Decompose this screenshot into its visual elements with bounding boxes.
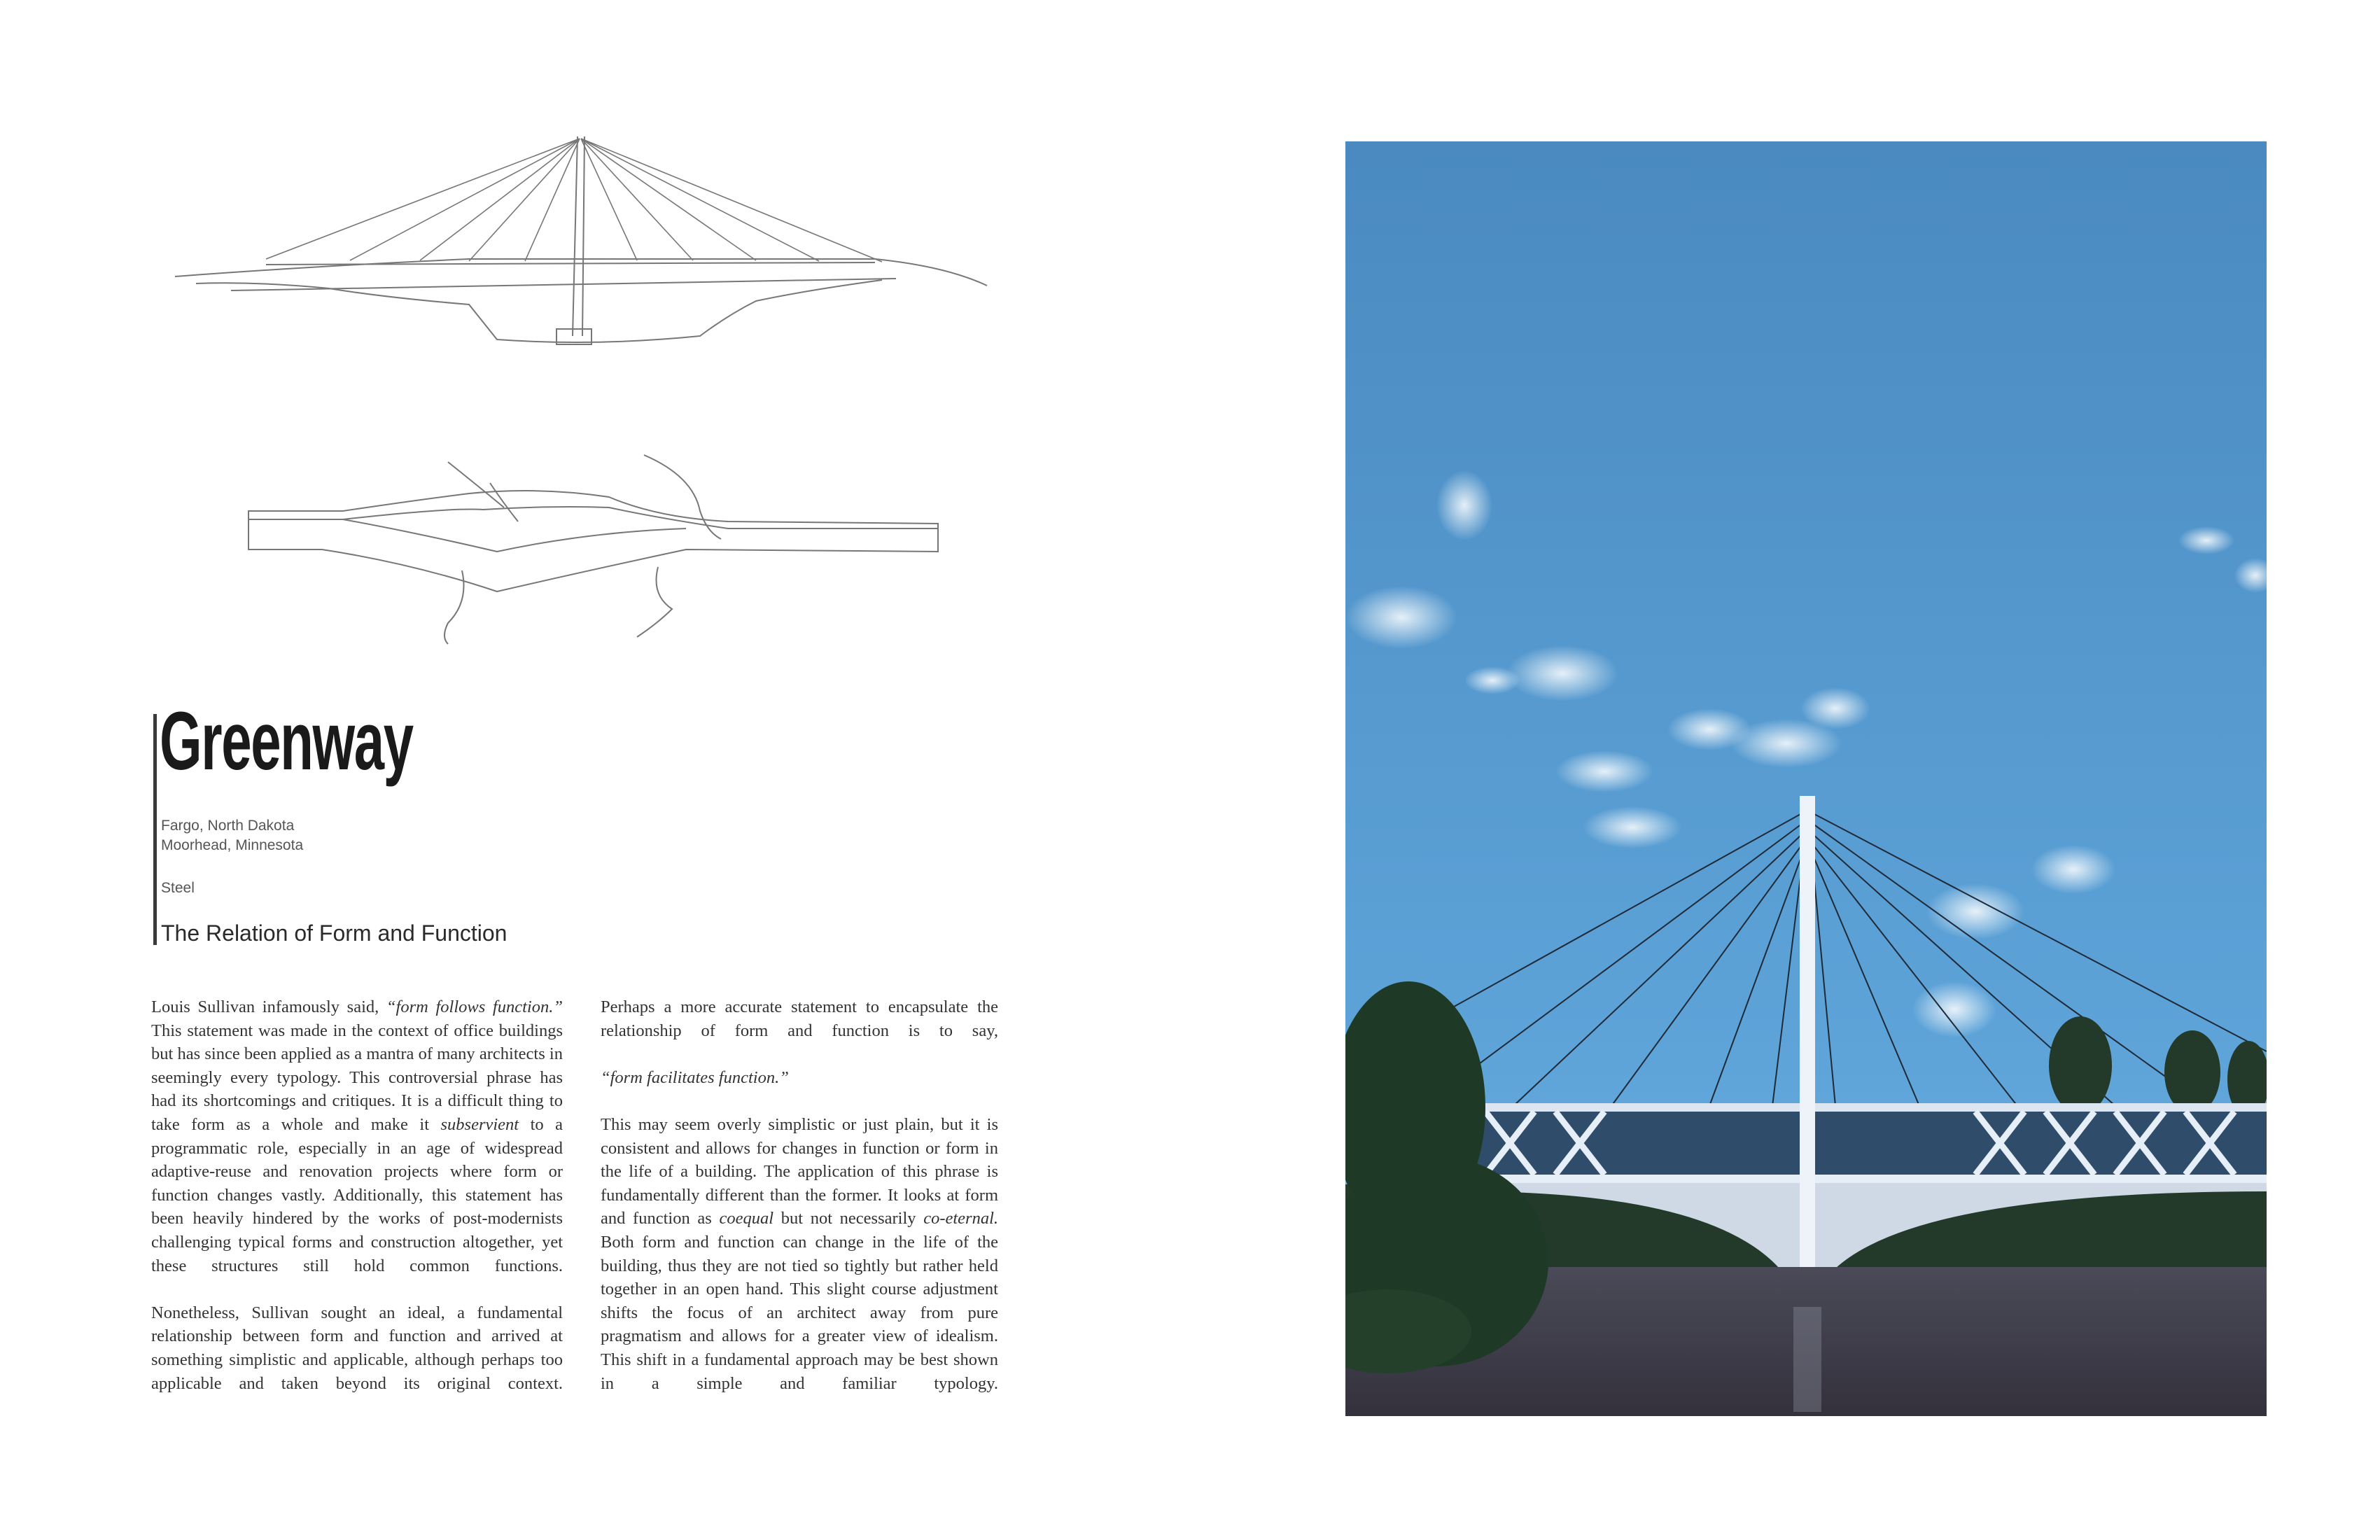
text: but not necessarily [774,1209,924,1228]
bridge-elevation-sketch [175,133,1008,357]
quote: “form facilitates function.” [601,1068,789,1087]
text: Louis Sullivan infamously said, [151,997,386,1016]
text: to a programmatic role, especially in an age of widespread adaptive-reuse and renovation projects where form or function changes vastly. Additionally, this statement has been heavily hindered by the works of post-modernists challenging typical forms and construction altogether, yet these structures still hold common functions. [151,1114,563,1275]
emphasis: co-eternal. [923,1209,999,1228]
text: This may seem overly simplistic or just plain, but it is consistent and allows for changes in function or form in the life of a building. The application of this phrase is fundamentally different than the former. It looks at form and function as [601,1114,998,1228]
paragraph: Nonetheless, Sullivan sought an ideal, a fundamental relationship between form and function and arrived at something simplistic and applicable, although perhaps too applicable and taken beyond its original context. [151,1303,563,1393]
text: Both form and function can change in the life of the building, thus they are not tied so tightly but rather held together in an open hand. This slight course adjustment shifts the focus of an architect away from pure pragmatism and allows for a greater view of idealism. This shift in a fundamental approach may be best shown in a simple and familiar typology. [601,1232,998,1393]
project-title: Greenway [160,695,413,788]
location-line-1: Fargo, North Dakota [161,818,295,834]
paragraph [601,1113,998,1395]
body-column-2 [601,995,998,1419]
paragraph: Perhaps a more accurate statement to encapsulate the relationship of form and function is to say, [601,997,998,1040]
reflection [1793,1307,1821,1412]
pylon [1800,796,1815,1272]
location-line-2: Moorhead, Minnesota [161,837,304,853]
material-label: Steel [161,880,195,896]
quote: “form follows function.” [386,997,563,1016]
paragraph [151,995,563,1278]
text: This statement was made in the context of office buildings but has since been applied as a mantra of many architects in seemingly every typology. This controversial phrase has had its shortcomings and critiques. It is a difficult thing to take form as a whole and make it [151,1021,563,1134]
pull-quote [601,1066,998,1090]
emphasis: coequal [719,1209,774,1228]
bridge-plan-sketch [238,441,952,651]
bridge-rendering-photo [1345,141,2267,1416]
body-column-1 [151,995,563,1419]
section-subtitle: The Relation of Form and Function [161,920,507,946]
title-accent-bar [153,714,157,945]
emphasis: subservient [440,1114,519,1134]
